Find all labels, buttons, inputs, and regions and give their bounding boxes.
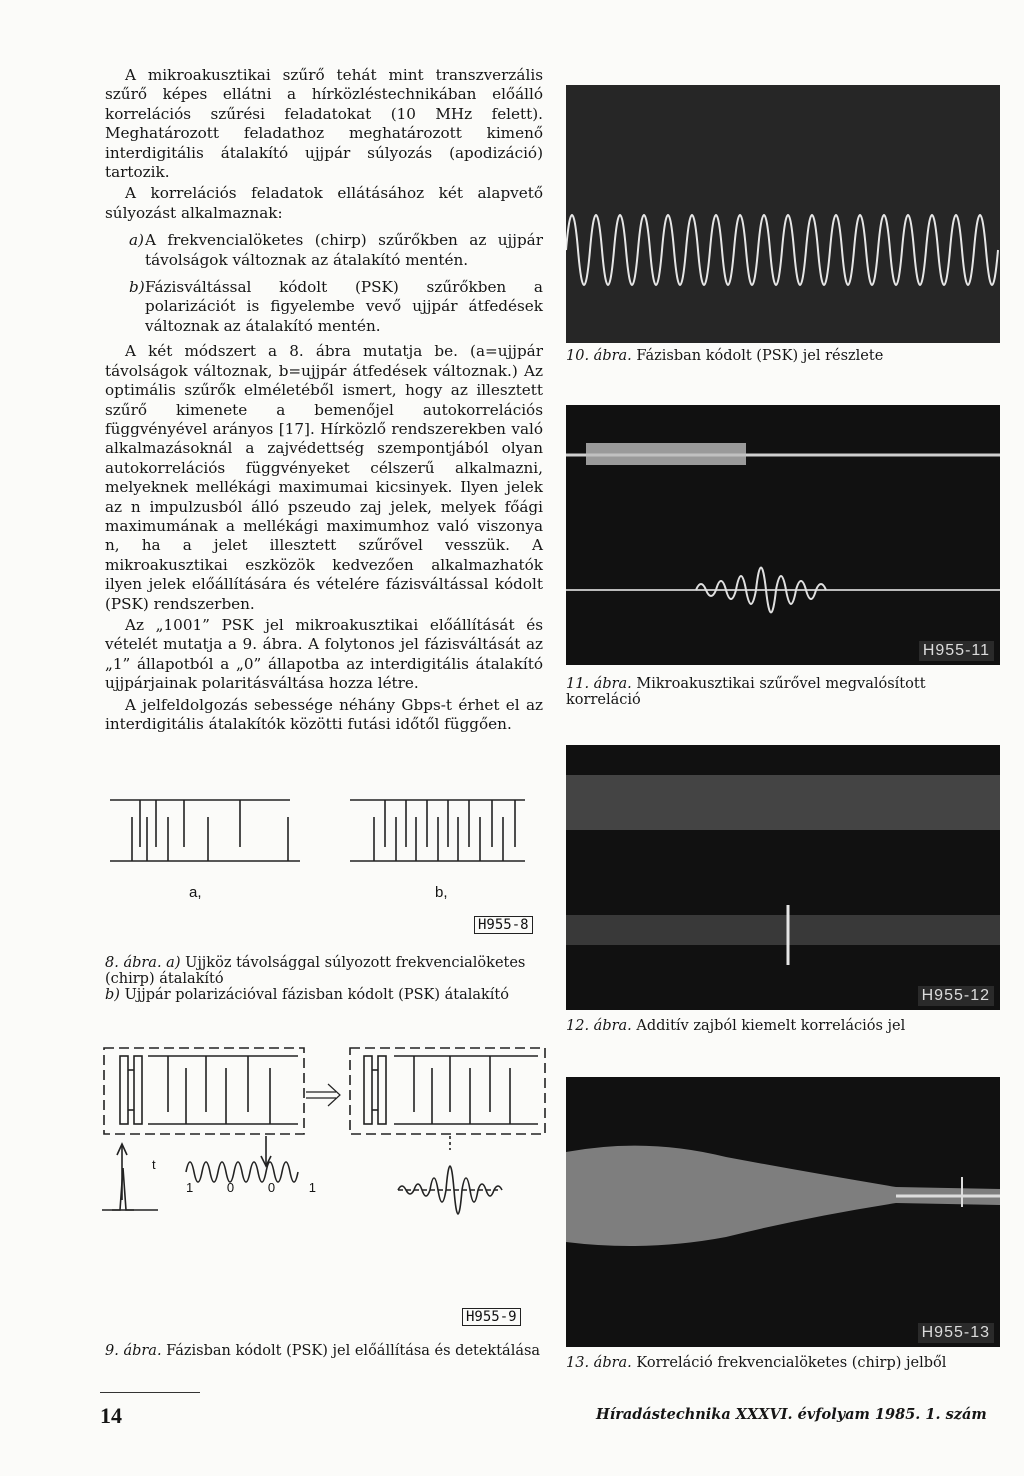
fig9-tag: H955-9 [462, 1308, 521, 1326]
fig12-photo [566, 745, 1000, 1010]
fig11-trace [566, 405, 1000, 665]
fig9-t-label: t [152, 1157, 156, 1172]
caption-text: Korreláció frekvencialöketes (chirp) jelből [636, 1355, 947, 1371]
list-label: b) [129, 278, 145, 297]
list-label: a) [129, 231, 144, 250]
fig9-bits [186, 1180, 316, 1195]
caption-number: 11. ábra. [566, 676, 632, 692]
journal-footer: Híradástechnika XXXVI. évfolyam 1985. 1. szám [596, 1406, 987, 1423]
list-item [105, 278, 543, 336]
footer-rule [100, 1392, 200, 1393]
caption-number: 10. ábra. [566, 348, 632, 364]
paragraph: A mikroakusztikai szűrő tehát mint transzverzális szűrő képes ellátni a hírközléstechnikában előálló korrelációs szűrési feladatokat (10 MHz felett). Meghatározott feladathoz meghatározott kimenő interdigitális átalakító ujjpár súlyozás (apodizáció) tartozik. [105, 66, 543, 182]
fig10-photo [566, 85, 1000, 343]
fig13-photo [566, 1077, 1000, 1347]
caption-number: 8. ábra. [105, 955, 162, 971]
caption-text: Ujjköz távolsággal súlyozott frekvencialöketes (chirp) átalakító [105, 955, 526, 987]
fig8-label-b: b, [435, 884, 448, 901]
caption-text: Mikroakusztikai szűrővel megvalósított korreláció [566, 676, 926, 708]
bit-label: 0 [226, 1180, 235, 1195]
fig11-caption [566, 676, 1000, 708]
caption-number: 13. ábra. [566, 1355, 632, 1371]
fig9-caption [105, 1343, 543, 1359]
fig12-tag: H955-12 [918, 986, 994, 1006]
fig12-caption [566, 1018, 1000, 1034]
caption-number: 9. ábra. [105, 1343, 162, 1359]
fig11-tag: H955-11 [919, 641, 994, 661]
fig8-caption [105, 955, 543, 1003]
fig10-waveform [566, 85, 1000, 343]
fig12-trace [566, 745, 1000, 1010]
caption-text: Ujjpár polarizációval fázisban kódolt (PSK) átalakító [124, 987, 509, 1003]
fig11-photo [566, 405, 1000, 665]
list-item [105, 231, 543, 270]
fig8-label-a: a, [189, 884, 202, 901]
caption-text: Fázisban kódolt (PSK) jel részlete [636, 348, 884, 364]
caption-label: b) [105, 987, 120, 1003]
caption-text: Additív zajból kiemelt korrelációs jel [636, 1018, 906, 1034]
list-text: A frekvencialöketes (chirp) szűrőkben az ujjpár távolságok változnak az átalakító mentén. [145, 231, 543, 269]
body-text [105, 66, 543, 736]
paragraph: A két módszert a 8. ábra mutatja be. (a=ujjpár távolságok változnak, b=ujjpár átfedések változnak.) Az optimális szűrők elméletéből ismert, hogy az illesztett szűrő kimenete a bemenőjel autokorrelációs függvényével arányos [17]. Hírközlő rendszerekben való alkalmazásoknál a zajvédettség szempontjából olyan autokorrelációs függvényeket célszerű alkalmazni, melyeknek mellékági maximumai kicsinyek. Ilyen jelek az n impulzusból álló pszeudo zaj jelek, melyek főági maximumának a mellékági maximumhoz való viszonya n, ha a jelet illesztett szűrővel vesszük. A mikroakusztikai eszközök kedvezően alkalmazhatók ilyen jelek előállítására és vételére fázisváltással kódolt (PSK) rendszerben. [105, 342, 543, 613]
caption-number: 12. ábra. [566, 1018, 632, 1034]
fig13-tag: H955-13 [918, 1323, 994, 1343]
fig10-caption [566, 348, 1000, 364]
list-text: Fázisváltással kódolt (PSK) szűrőkben a polarizációt is figyelembe vevő ujjpár átfedések változnak az átalakító mentén. [145, 278, 543, 335]
page-number: 14 [100, 1403, 122, 1428]
fig13-caption [566, 1355, 1000, 1371]
fig8-tag: H955-8 [474, 916, 533, 934]
paragraph: Az „1001” PSK jel mikroakusztikai előállítását és vételét mutatja a 9. ábra. A folytonos jel fázisváltását az „1” állapotból a „0” állapotba az interdigitális átalakító ujjpárjainak polaritásváltása hozza létre. [105, 615, 543, 693]
paragraph: A korrelációs feladatok ellátásához két alapvető súlyozást alkalmaznak: [105, 184, 543, 222]
bit-label: 0 [267, 1180, 276, 1195]
fig13-trace [566, 1077, 1000, 1347]
bit-label: 1 [186, 1180, 194, 1195]
caption-text: Fázisban kódolt (PSK) jel előállítása és detektálása [166, 1343, 541, 1359]
bit-label: 1 [308, 1180, 316, 1195]
paragraph: A jelfeldolgozás sebessége néhány Gbps-t érhet el az interdigitális átalakítók közötti futási időtől függően. [105, 695, 543, 733]
fig9-diagram [98, 1040, 548, 1230]
fig8-diagram [100, 795, 550, 935]
caption-label: a) [166, 955, 181, 971]
